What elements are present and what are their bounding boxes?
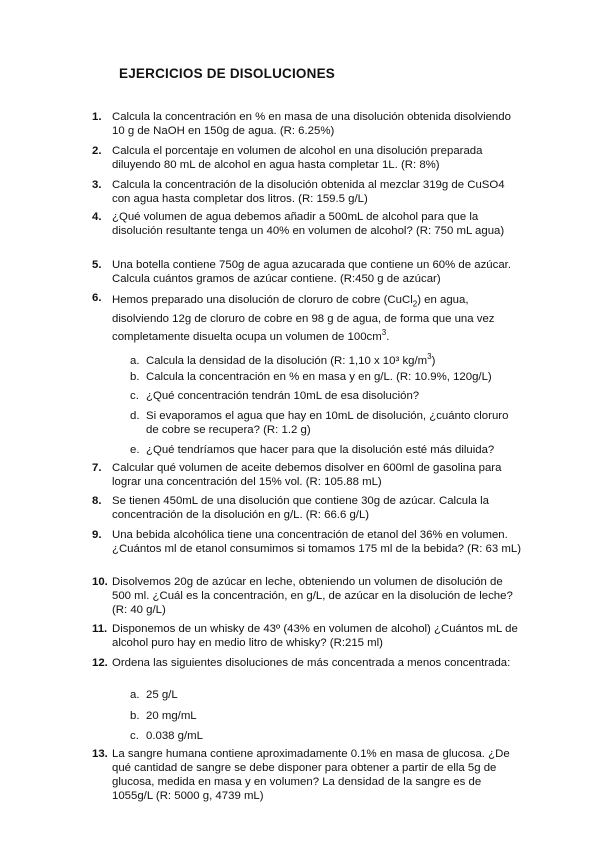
exercise-9 xyxy=(92,528,522,556)
exercise-2 xyxy=(92,144,522,172)
exercise-6 xyxy=(92,291,522,347)
sub-item-6a: a. Calcula la densidad de la disolución (R: 1,10 x 10³ $kg/m^3$) xyxy=(130,352,436,367)
sub-item-12c: c. 0.038 g/mL xyxy=(130,730,203,742)
exercise-11 xyxy=(92,622,522,650)
exercise-text: ¿Qué volumen de agua debemos añadir a 500mL de alcohol para que la disolución resultante tenga un 40% en volumen de alcohol? (R: 750 mL agua) xyxy=(112,211,505,237)
exercise-number: 9. xyxy=(92,529,102,541)
exercise-10 xyxy=(92,575,522,617)
exercise-number: 2. xyxy=(92,145,102,157)
exercise-13 xyxy=(92,747,522,803)
exercise-number: 6. xyxy=(92,292,102,304)
exercise-number: 11. xyxy=(92,623,108,635)
exercise-number: 7. xyxy=(92,462,102,474)
sub-item-6e: e. ¿Qué tendríamos que hacer para que la disolución esté más diluida? xyxy=(130,444,495,456)
exercise-text: Disolvemos 20g de azúcar en leche, obteniendo un volumen de disolución de 500 ml. ¿Cuál es la concentración, en g/L, de azúcar en la disolución de leche? (R: 40 g/L) xyxy=(112,576,513,616)
exercise-text: Disponemos de un whisky de 43º (43% en volumen de alcohol) ¿Cuántos mL de alcohol puro hay en medio litro de whisky? (R:215 ml) xyxy=(112,623,518,649)
exercise-text: Una botella contiene 750g de agua azucarada que contiene un 60% de azúcar. Calcula cuántos gramos de azúcar contiene. (R:450 g de azúcar) xyxy=(112,259,511,285)
exercise-7 xyxy=(92,461,522,489)
exercise-number: 1. xyxy=(92,111,102,123)
exercise-1 xyxy=(92,110,522,138)
exercise-text: Ordena las siguientes disoluciones de más concentrada a menos concentrada: xyxy=(112,657,511,669)
exercise-text: Calcula la concentración en % en masa de una disolución obtenida disolviendo 10 g de NaOH en 150g de agua. (R: 6.25%) xyxy=(112,111,511,137)
exercise-8 xyxy=(92,494,522,522)
exercise-text: La sangre humana contiene aproximadamente 0.1% en masa de glucosa. ¿De qué cantidad de sangre se debe disponer para obtener a partir de ella 5g de glucosa, medida en masa y en volumen? La densidad de la sangre es de 1055g/L (R: 5000 g, 4739 mL) xyxy=(112,748,510,802)
exercise-number: 4. xyxy=(92,211,102,223)
exercise-12 xyxy=(92,656,522,670)
exercise-text: Calcula la concentración de la disolución obtenida al mezclar 319g de CuSO4 con agua hasta completar dos litros. (R: 159.5 g/L) xyxy=(112,179,505,205)
exercise-number: 12. xyxy=(92,657,108,669)
exercise-text: Calcula el porcentaje en volumen de alcohol en una disolución preparada diluyendo 80 mL de alcohol en agua hasta completar 1L. (R: 8%) xyxy=(112,145,483,171)
exercise-number: 8. xyxy=(92,495,102,507)
exercise-number: 3. xyxy=(92,179,102,191)
exercise-4 xyxy=(92,210,522,238)
exercise-text: Calcular qué volumen de aceite debemos disolver en 600ml de gasolina para lograr una concentración del 15% vol. (R: 105.88 mL) xyxy=(112,462,502,488)
exercise-text: Una bebida alcohólica tiene una concentración de etanol del 36% en volumen. ¿Cuántos ml de etanol consumimos si tomamos 175 ml de la bebida? (R: 63 mL) xyxy=(112,529,521,555)
exercise-number: 10. xyxy=(92,576,108,588)
exercise-number: 13. xyxy=(92,748,108,760)
exercise-text: Hemos preparado una disolución de cloruro de cobre (CuCl$_2$) en agua, disolviendo 12g de cloruro de cobre en 98 g de agua, de forma que una vez completamente disuelta ocupa un volumen de $100cm^3$. xyxy=(112,294,495,343)
exercise-text: Se tienen 450mL de una disolución que contiene 30g de azúcar. Calcula la concentración de la disolución en g/L. (R: 66.6 g/L) xyxy=(112,495,490,521)
sub-item-12b: b. 20 mg/mL xyxy=(130,710,197,722)
sub-item-6d: d. Si evaporamos el agua que hay en 10mL de disolución, ¿cuánto cloruro de cobre se recupera? (R: 1.2 g) xyxy=(130,410,509,436)
sub-item-12a: a. 25 g/L xyxy=(130,689,178,701)
exercise-number: 5. xyxy=(92,259,102,271)
sub-item-6b: b. Calcula la concentración en % en masa y en g/L. (R: 10.9%, 120g/L) xyxy=(130,371,492,383)
page-title: EJERCICIOS DE DISOLUCIONES xyxy=(119,66,335,81)
exercise-5 xyxy=(92,258,522,286)
exercise-3 xyxy=(92,178,522,206)
sub-item-6c: c. ¿Qué concentración tendrán 10mL de esa disolución? xyxy=(130,390,420,402)
